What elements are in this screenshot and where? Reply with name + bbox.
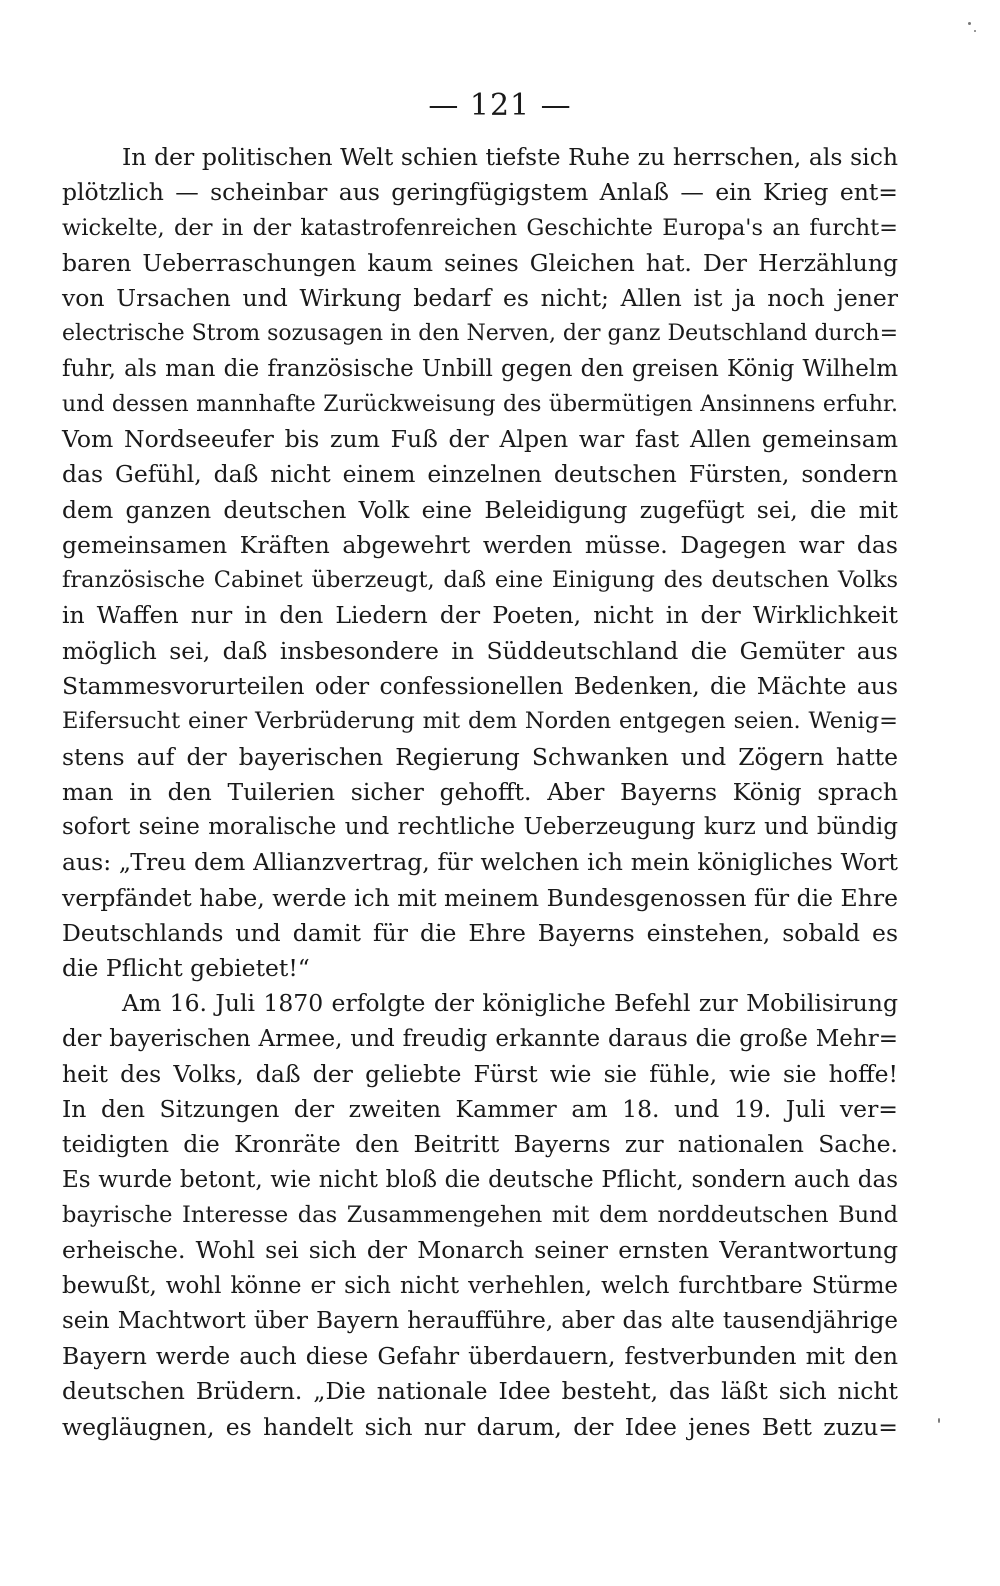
text-line: verpfändet habe, werde ich mit meinem Bundesgenossen für die Ehre	[62, 883, 898, 912]
scan-speck	[968, 22, 971, 25]
text-line: Deutschlands und damit für die Ehre Bayerns einstehen, sobald es	[62, 918, 898, 947]
text-line: sein Machtwort über Bayern heraufführe, aber das alte tausendjährige	[62, 1307, 898, 1334]
scan-speck	[974, 30, 976, 32]
text-line: französische Cabinet überzeugt, daß eine Einigung des deutschen Volks	[62, 567, 898, 594]
text-line: In den Sitzungen der zweiten Kammer am 18. und 19. Juli ver=	[62, 1095, 898, 1124]
text-line: sofort seine moralische und rechtliche Ueberzeugung kurz und bündig	[62, 814, 898, 841]
text-line: erheische. Wohl sei sich der Monarch seiner ernsten Verantwortung	[62, 1236, 898, 1265]
text-line: plötzlich — scheinbar aus geringfügigstem Anlaß — ein Krieg ent=	[62, 178, 898, 207]
text-line: dem ganzen deutschen Volk eine Beleidigung zugefügt sei, die mit	[62, 495, 898, 524]
text-line: Bayern werde auch diese Gefahr überdauern, festverbunden mit den	[62, 1342, 898, 1371]
text-line: möglich sei, daß insbesondere in Süddeutschland die Gemüter aus	[62, 636, 898, 665]
body-text	[62, 140, 898, 1445]
text-line: Stammesvorurteilen oder confessionellen Bedenken, die Mächte aus	[62, 671, 898, 700]
text-line: gemeinsamen Kräften abgewehrt werden müsse. Dagegen war das	[62, 530, 898, 559]
text-line: das Gefühl, daß nicht einem einzelnen deutschen Fürsten, sondern	[62, 460, 898, 489]
text-line: wickelte, der in der katastrofenreichen Geschichte Europa's an furcht=	[62, 214, 898, 241]
text-line: Vom Nordseeufer bis zum Fuß der Alpen war fast Allen gemeinsam	[62, 425, 898, 454]
text-line: In der politischen Welt schien tiefste Ruhe zu herrschen, als sich	[122, 143, 898, 171]
text-line: teidigten die Kronräte den Beitritt Bayerns zur nationalen Sache.	[62, 1130, 898, 1159]
page-number: — 121 —	[428, 88, 572, 123]
text-line: der bayerischen Armee, und freudig erkannte daraus die große Mehr=	[62, 1025, 898, 1052]
text-line: in Waffen nur in den Liedern der Poeten, nicht in der Wirklichkeit	[62, 601, 898, 630]
text-line: wegläugnen, es handelt sich nur darum, der Idee jenes Bett zuzu=	[62, 1412, 898, 1441]
text-line: von Ursachen und Wirkung bedarf es nicht; Allen ist ja noch jener	[62, 284, 898, 313]
text-line: fuhr, als man die französische Unbill gegen den greisen König Wilhelm	[62, 355, 898, 382]
scan-speck	[938, 1418, 940, 1423]
text-line: deutschen Brüdern. „Die nationale Idee besteht, das läßt sich nicht	[62, 1377, 898, 1406]
text-line: heit des Volks, daß der geliebte Fürst wie sie fühle, wie sie hoffe!	[62, 1059, 898, 1088]
text-line: baren Ueberraschungen kaum seines Gleichen hat. Der Herzählung	[62, 248, 898, 277]
text-line: Am 16. Juli 1870 erfolgte der königliche Befehl zur Mobilisirung	[122, 989, 898, 1018]
text-line: Es wurde betont, wie nicht bloß die deutsche Pflicht, sondern auch das	[62, 1166, 898, 1193]
text-line: stens auf der bayerischen Regierung Schwanken und Zögern hatte	[62, 742, 898, 771]
text-line: man in den Tuilerien sicher gehofft. Aber Bayerns König sprach	[62, 777, 898, 806]
text-line: Eifersucht einer Verbrüderung mit dem Norden entgegen seien. Wenig=	[62, 708, 898, 735]
text-line: aus: „Treu dem Allianzvertrag, für welchen ich mein königliches Wort	[62, 848, 898, 877]
text-line: bewußt, wohl könne er sich nicht verhehlen, welch furchtbare Stürme	[62, 1272, 898, 1299]
text-line: und dessen mannhafte Zurückweisung des übermütigen Ansinnens erfuhr.	[62, 391, 898, 417]
text-line: electrische Strom sozusagen in den Nerven, der ganz Deutschland durch=	[62, 321, 899, 347]
text-line: die Pflicht gebietet!“	[62, 954, 310, 983]
text-line: bayrische Interesse das Zusammengehen mit dem norddeutschen Bund	[62, 1201, 898, 1228]
